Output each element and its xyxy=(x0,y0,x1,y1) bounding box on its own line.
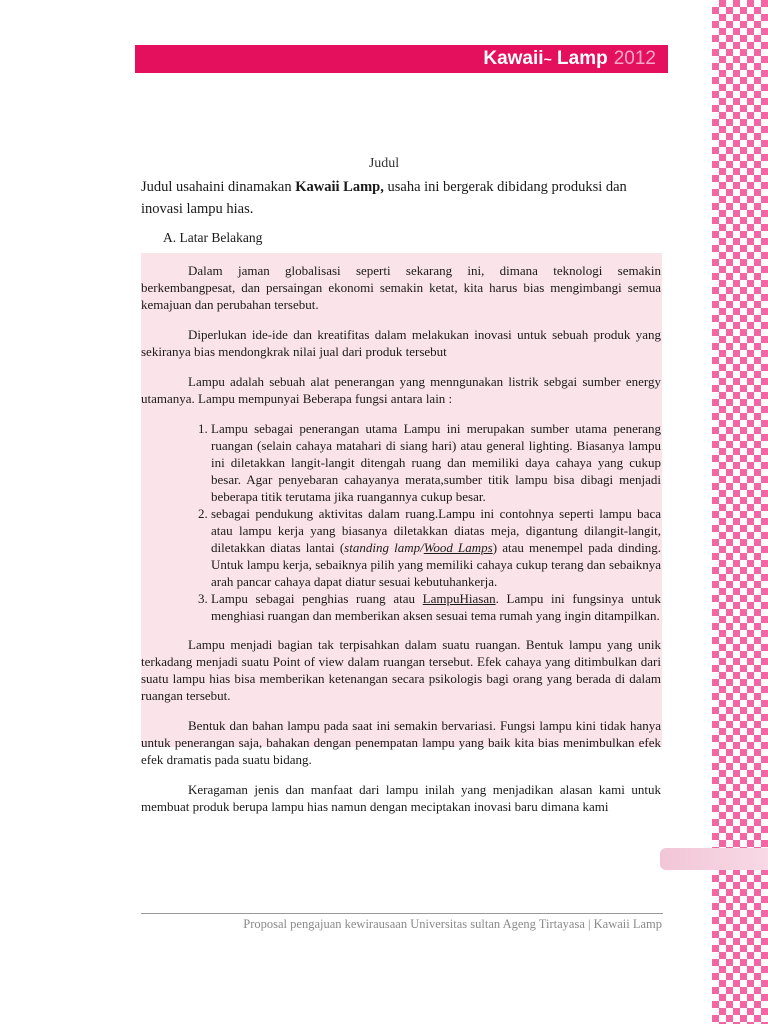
paragraph-2: Diperlukan ide-ide dan kreatifitas dalam melakukan inovasi untuk sebuah produk yang sekiranya bias mendongkrak nilai jual dari produk tersebut xyxy=(141,327,661,359)
body-content xyxy=(141,262,661,828)
header-product: Lamp xyxy=(557,48,608,69)
list-item xyxy=(211,505,661,590)
section-heading: A. Latar Belakang xyxy=(163,230,263,245)
header-title xyxy=(483,48,656,70)
intro-bold: Kawaii Lamp, xyxy=(295,179,384,195)
list-item-2-text-b: ) atau menempel pada dinding. Untuk lampu kerja, sebaiknya pilih yang memiliki cahaya cukup terang dan sebaiknya arah pancar cahaya dapat diatur sesuai kebutuhankerja. xyxy=(211,540,661,589)
paragraph-4: Lampu menjadi bagian tak terpisahkan dalam suatu ruangan. Bentuk lampu yang unik terkadang menjadi suatu Point of view dalam ruangan tersebut. Efek cahaya yang ditimbulkan dari suatu lampu hias bisa memberikan ketenangan secara psikologis bagi orang yang berada di dalam ruangan tersebut. xyxy=(141,637,661,703)
footer-text: Proposal pengajuan kewirausaan Universitas sultan Ageng Tirtayasa | Kawaii Lamp xyxy=(243,917,662,931)
paragraph-5: Bentuk dan bahan lampu pada saat ini semakin bervariasi. Fungsi lampu kini tidak hanya untuk penerangan saja, bahakan dengan penempatan lampu yang baik kita bias menimbulkan efek efek dramatis pada suatu bidang. xyxy=(141,718,661,767)
pink-side-tab xyxy=(660,848,768,870)
header-year: 2012 xyxy=(613,48,656,69)
paragraph-6: Keragaman jenis dan manfaat dari lampu inilah yang menjadikan alasan kami untuk membuat produk berupa lampu hias namun dengan meciptakan inovasi baru dimana kami xyxy=(141,782,661,814)
header-bar xyxy=(135,45,668,73)
paragraph-3: Lampu adalah sebuah alat penerangan yang menngunakan listrik sebgai sumber energy utamanya. Lampu mempunyai Beberapa fungsi antara lain : xyxy=(141,374,661,406)
intro-paragraph xyxy=(141,176,661,220)
list-item-3-text-a: Lampu sebagai penghias ruang atau xyxy=(211,591,423,606)
function-list xyxy=(141,420,661,624)
list-item-3-text-b: . Lampu ini fungsinya untuk menghiasi ruangan dan memberikan aksen sesuai tema rumah yang ingin ditampilkan. xyxy=(211,591,661,623)
list-item-2-text-a: sebagai pendukung aktivitas dalam ruang.Lampu ini contohnya seperti lampu baca atau lampu kerja yang biasanya diletakkan diatas meja, digantung dilangit-langit, diletakkan diatas lantai ( xyxy=(211,506,661,555)
header-tilde: ~ xyxy=(543,51,552,67)
pink-checkered-border xyxy=(712,0,768,1024)
list-item-1-text: Lampu sebagai penerangan utama Lampu ini merupakan sumber utama penerang ruangan (selain cahaya matahari di siang hari) atau general lighting. Biasanya lampu ini diletakkan langit-langit ditengah ruang dan memiliki daya cahaya yang cukup besar. Agar penyebaran cahayanya merata,sumber titik lampu bisa dibagi menjadi beberapa titik terutama jika ruangannya cukup besar. xyxy=(211,421,661,504)
header-brand: Kawaii xyxy=(483,48,544,69)
list-item-2-italic: standing lamp/ xyxy=(344,540,424,555)
list-item xyxy=(211,420,661,505)
intro-prefix: Judul usahaini dinamakan xyxy=(141,179,296,195)
wood-lamps-link[interactable]: Wood Lamps xyxy=(423,540,493,555)
lampu-hiasan-link[interactable]: LampuHiasan xyxy=(422,591,496,606)
list-item xyxy=(211,590,661,624)
intro-suffix: usaha ini bergerak dibidang produksi dan inovasi lampu hias. xyxy=(141,179,627,217)
page-heading: Judul xyxy=(368,156,400,171)
footer-divider xyxy=(141,913,663,914)
paragraph-1: Dalam jaman globalisasi seperti sekarang ini, dimana teknologi semakin berkembangpesat, dan persaingan ekonomi semakin ketat, kita harus bias mengimbangi semua kemajuan dan perubahan tersebut. xyxy=(141,263,661,312)
